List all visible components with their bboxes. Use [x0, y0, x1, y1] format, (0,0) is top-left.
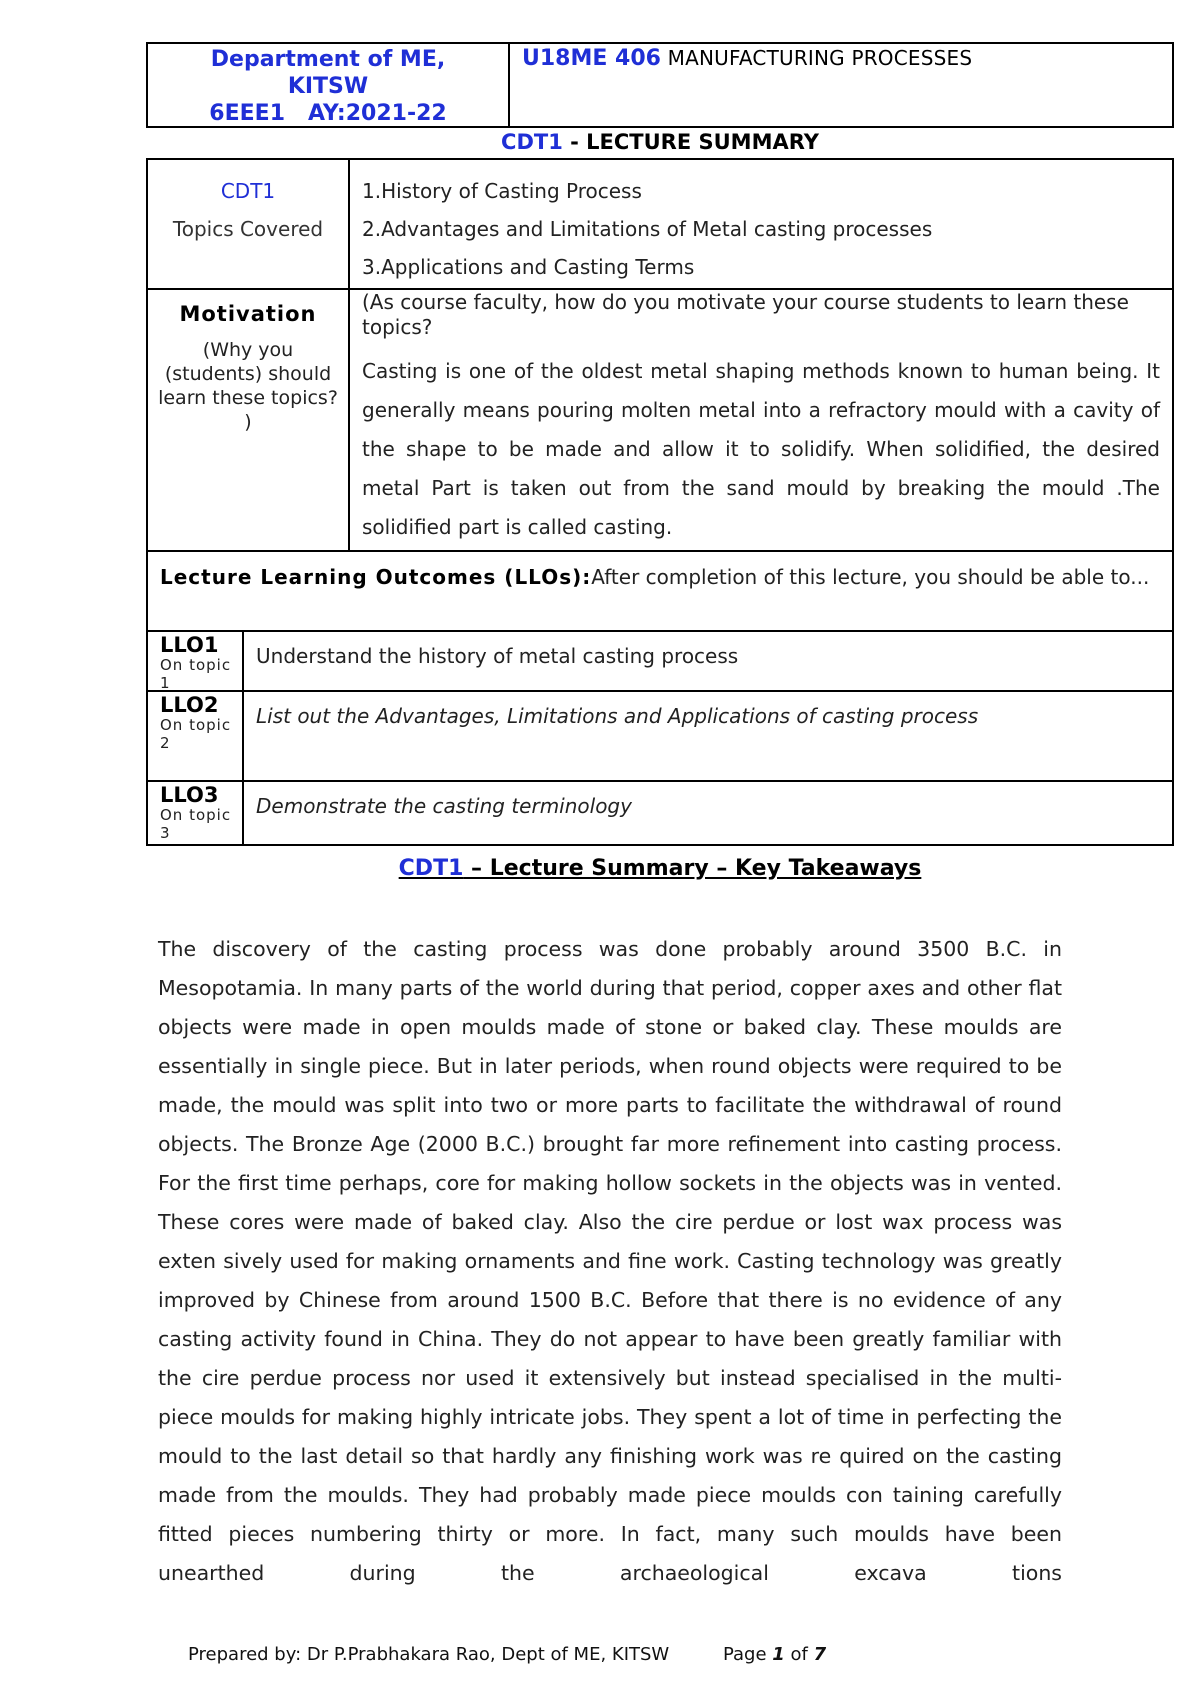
llo-text: List out the Advantages, Limitations and Applications of casting process	[256, 704, 979, 728]
key-takeaways-rest: – Lecture Summary – Key Takeaways	[463, 856, 922, 881]
motivation-label: Motivation	[179, 302, 317, 326]
llo-on-topic: On topic	[160, 806, 232, 824]
topic-item: 1.History of Casting Process	[362, 179, 642, 203]
llo-row	[148, 692, 1172, 782]
key-takeaways-cdt: CDT1	[398, 856, 464, 881]
footer-prepared-by: Prepared by: Dr P.Prabhakara Rao, Dept of ME, KITSW	[188, 1644, 670, 1665]
motivation-label-cell	[148, 290, 350, 550]
llo-row	[148, 632, 1172, 692]
footer-page-label: Page	[722, 1644, 767, 1665]
institute-name: KITSW	[287, 74, 369, 99]
topics-label: Topics Covered	[172, 217, 324, 241]
page-title	[146, 130, 1174, 154]
llo-header-row	[148, 552, 1172, 632]
llo-header-text: After completion of this lecture, you should be able to...	[591, 565, 1150, 589]
motivation-row	[148, 290, 1172, 552]
llo-header	[148, 552, 1172, 630]
topics-label-cell	[148, 160, 350, 288]
llo-on-topic: On topic	[160, 656, 232, 674]
llo-id-cell	[148, 692, 244, 780]
llo-text: Demonstrate the casting terminology	[256, 794, 632, 818]
department-name: Department of ME,	[210, 47, 446, 72]
llo-id: LLO1	[160, 633, 219, 657]
footer-page-total: 7	[813, 1644, 827, 1665]
llo-id-cell	[148, 782, 244, 844]
topics-list	[350, 160, 1172, 288]
llo-topic-num: 1	[160, 674, 171, 692]
motivation-text: Casting is one of the oldest metal shaping methods known to human being. It generally means pouring molten metal into a refractory mould with a cavity of the shape to be made and allow it to solidify. When solidified, the desired metal Part is taken out from the sand mould by breaking the mould .The solidified part is called casting.	[362, 359, 1160, 539]
topics-cdt: CDT1	[220, 179, 276, 203]
summary-table	[146, 158, 1174, 846]
llo-topic-num: 2	[160, 734, 171, 752]
title-rest: - LECTURE SUMMARY	[562, 130, 819, 154]
course-code: U18ME 406	[522, 46, 661, 71]
course-name: MANUFACTURING PROCESSES	[667, 46, 973, 70]
llo-header-bold: Lecture Learning Outcomes (LLOs):	[160, 565, 592, 589]
footer-of: of	[790, 1644, 808, 1665]
motivation-question: (As course faculty, how do you motivate your course students to learn these topics?	[362, 290, 1129, 339]
topic-item: 3.Applications and Casting Terms	[362, 255, 695, 279]
llo-topic-num: 3	[160, 824, 171, 842]
llo-id: LLO2	[160, 693, 219, 717]
llo-text: Understand the history of metal casting process	[256, 644, 739, 668]
title-cdt: CDT1	[501, 130, 563, 154]
footer-page-number: 1	[772, 1644, 785, 1665]
page-footer	[188, 1644, 826, 1665]
motivation-content	[350, 290, 1172, 550]
department-cell	[148, 44, 510, 126]
llo-on-topic: On topic	[160, 716, 232, 734]
class-year: 6EEE1 AY:2021-22	[209, 101, 447, 126]
llo-id: LLO3	[160, 783, 219, 807]
llo-id-cell	[148, 632, 244, 690]
topics-row	[148, 160, 1172, 290]
llo-row	[148, 782, 1172, 844]
header-table	[146, 42, 1174, 128]
motivation-sublabel: (Why you (students) should learn these topics? )	[158, 339, 338, 433]
topic-item: 2.Advantages and Limitations of Metal casting processes	[362, 217, 933, 241]
body-paragraph: The discovery of the casting process was done probably around 3500 B.C. in Mesopotamia. In many parts of the world during that period, copper axes and other flat objects were made in open moulds made of stone or baked clay. These moulds are essentially in single piece. But in later periods, when round objects were required to be made, the mould was split into two or more parts to facilitate the withdrawal of round objects. The Bronze Age (2000 B.C.) brought far more refinement into casting process. For the first time perhaps, core for making hollow sockets in the objects was in vented. These cores were made of baked clay. Also the cire perdue or lost wax process was exten sively used for making ornaments and fine work. Casting technology was greatly improved by Chinese from around 1500 B.C. Before that there is no evidence of any casting activity found in China. They do not appear to have been greatly familiar with the cire perdue process nor used it extensively but instead specialised in the multi-piece moulds for making highly intricate jobs. They spent a lot of time in perfecting the mould to the last detail so that hardly any finishing work was re quired on the casting made from the moulds. They had probably made piece moulds con taining carefully fitted pieces numbering thirty or more. In fact, many such moulds have been unearthed during the archaeological excava tions	[158, 937, 1062, 1585]
key-takeaways-heading	[146, 856, 1174, 881]
course-cell	[510, 44, 1172, 126]
